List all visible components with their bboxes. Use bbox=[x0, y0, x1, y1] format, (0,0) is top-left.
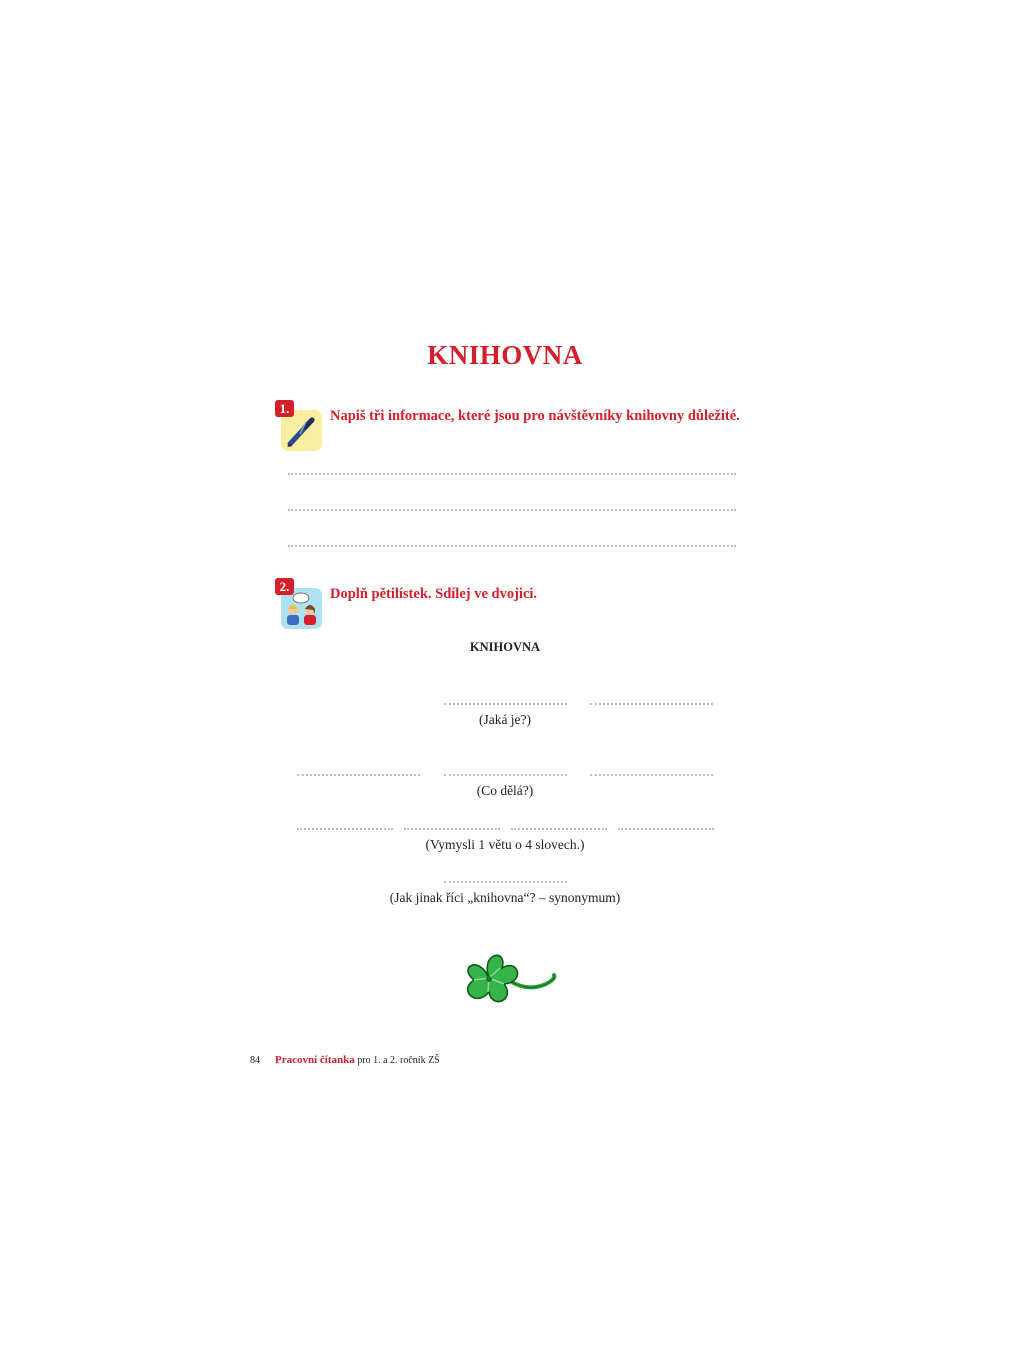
answer-line bbox=[288, 545, 736, 547]
answer-line bbox=[297, 828, 393, 830]
prompt-line-4: (Vymysli 1 větu o 4 slovech.) bbox=[425, 837, 585, 852]
answer-line bbox=[297, 774, 420, 776]
prompt-line-2: (Jaká je?) bbox=[478, 712, 532, 727]
answer-line bbox=[288, 473, 736, 475]
task-2-instruction: Doplň pětilístek. Sdílej ve dvojici. bbox=[330, 586, 538, 602]
poem-title: KNIHOVNA bbox=[469, 640, 541, 654]
page-title: KNIHOVNA bbox=[427, 340, 583, 370]
answer-line bbox=[590, 774, 713, 776]
answer-line bbox=[444, 703, 567, 705]
clover-icon bbox=[458, 948, 562, 1010]
answer-line bbox=[444, 881, 567, 883]
answer-line bbox=[511, 828, 607, 830]
answer-line bbox=[288, 509, 736, 511]
task-2-number-badge: 2. bbox=[275, 578, 294, 595]
answer-line bbox=[590, 703, 713, 705]
task-1-instruction: Napiš tři informace, které jsou pro návštěvníky knihovny důležité. bbox=[330, 408, 740, 424]
book-subtitle: pro 1. a 2. ročník ZŠ bbox=[357, 1055, 440, 1066]
task-1-number-badge: 1. bbox=[275, 400, 294, 417]
prompt-line-5: (Jak jinak říci „knihovna“? – synonymum) bbox=[389, 890, 621, 905]
answer-line bbox=[444, 774, 567, 776]
answer-line bbox=[404, 828, 500, 830]
book-title: Pracovní čítanka bbox=[275, 1054, 355, 1066]
answer-line bbox=[618, 828, 714, 830]
prompt-line-3: (Co dělá?) bbox=[476, 783, 534, 798]
page-number: 84 bbox=[250, 1055, 260, 1066]
